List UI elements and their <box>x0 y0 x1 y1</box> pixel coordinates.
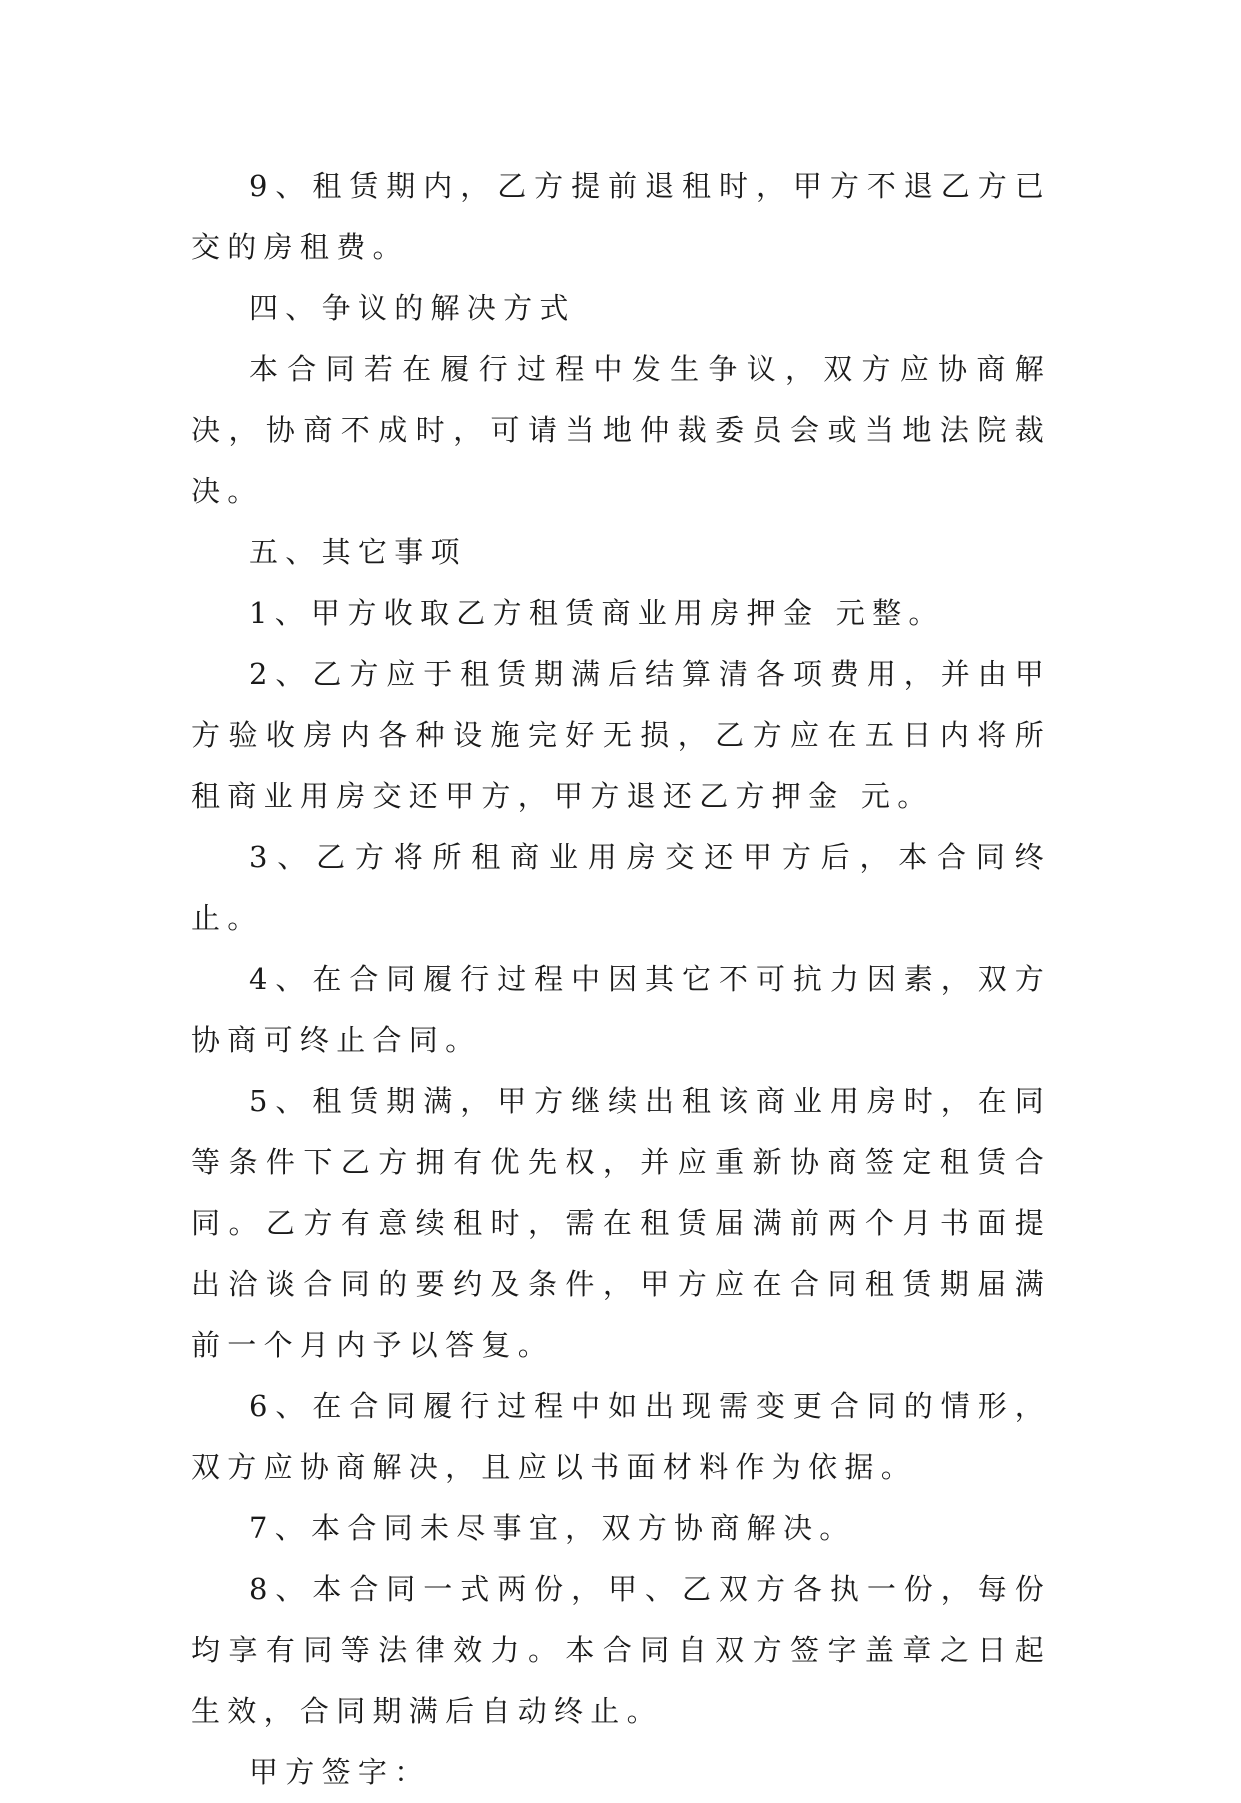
clause-9-early-termination: 9、租赁期内，乙方提前退租时，甲方不退乙方已交的房租费。 <box>191 169 1051 264</box>
item-2-settlement: 2、乙方应于租赁期满后结算清各项费用，并由甲方验收房内各种设施完好无损，乙方应在五日内将所租商业用房交还甲方，甲方退还乙方押金 元。 <box>191 657 1051 813</box>
item-5-renewal: 5、租赁期满，甲方继续出租该商业用房时，在同等条件下乙方拥有优先权，并应重新协商签定租赁合同。乙方有意续租时，需在租赁届满前两个月书面提出洽谈合同的要约及条件，甲方应在合同租赁期届满前一个月内予以答复。 <box>191 1084 1051 1362</box>
document-body <box>191 156 1051 1803</box>
party-a-signature-label: 甲方签字： <box>249 1755 431 1789</box>
item-4-force-majeure: 4、在合同履行过程中因其它不可抗力因素，双方协商可终止合同。 <box>191 962 1051 1057</box>
item-3-termination: 3、乙方将所租商业用房交还甲方后，本合同终止。 <box>191 840 1051 935</box>
item-6-amendment: 6、在合同履行过程中如出现需变更合同的情形，双方应协商解决，且应以书面材料作为依据。 <box>191 1389 1051 1484</box>
item-1-deposit: 1、甲方收取乙方租赁商业用房押金 元整。 <box>249 596 945 630</box>
section-5-heading: 五、其它事项 <box>249 535 467 569</box>
item-7-unresolved-matters: 7、本合同未尽事宜，双方协商解决。 <box>249 1511 856 1545</box>
item-8-copies-validity: 8、本合同一式两份，甲、乙双方各执一份，每份均享有同等法律效力。本合同自双方签字盖章之日起生效，合同期满后自动终止。 <box>191 1572 1051 1728</box>
dispute-resolution-paragraph: 本合同若在履行过程中发生争议，双方应协商解决，协商不成时，可请当地仲裁委员会或当地法院裁决。 <box>191 352 1051 508</box>
section-4-heading: 四、争议的解决方式 <box>249 291 576 325</box>
